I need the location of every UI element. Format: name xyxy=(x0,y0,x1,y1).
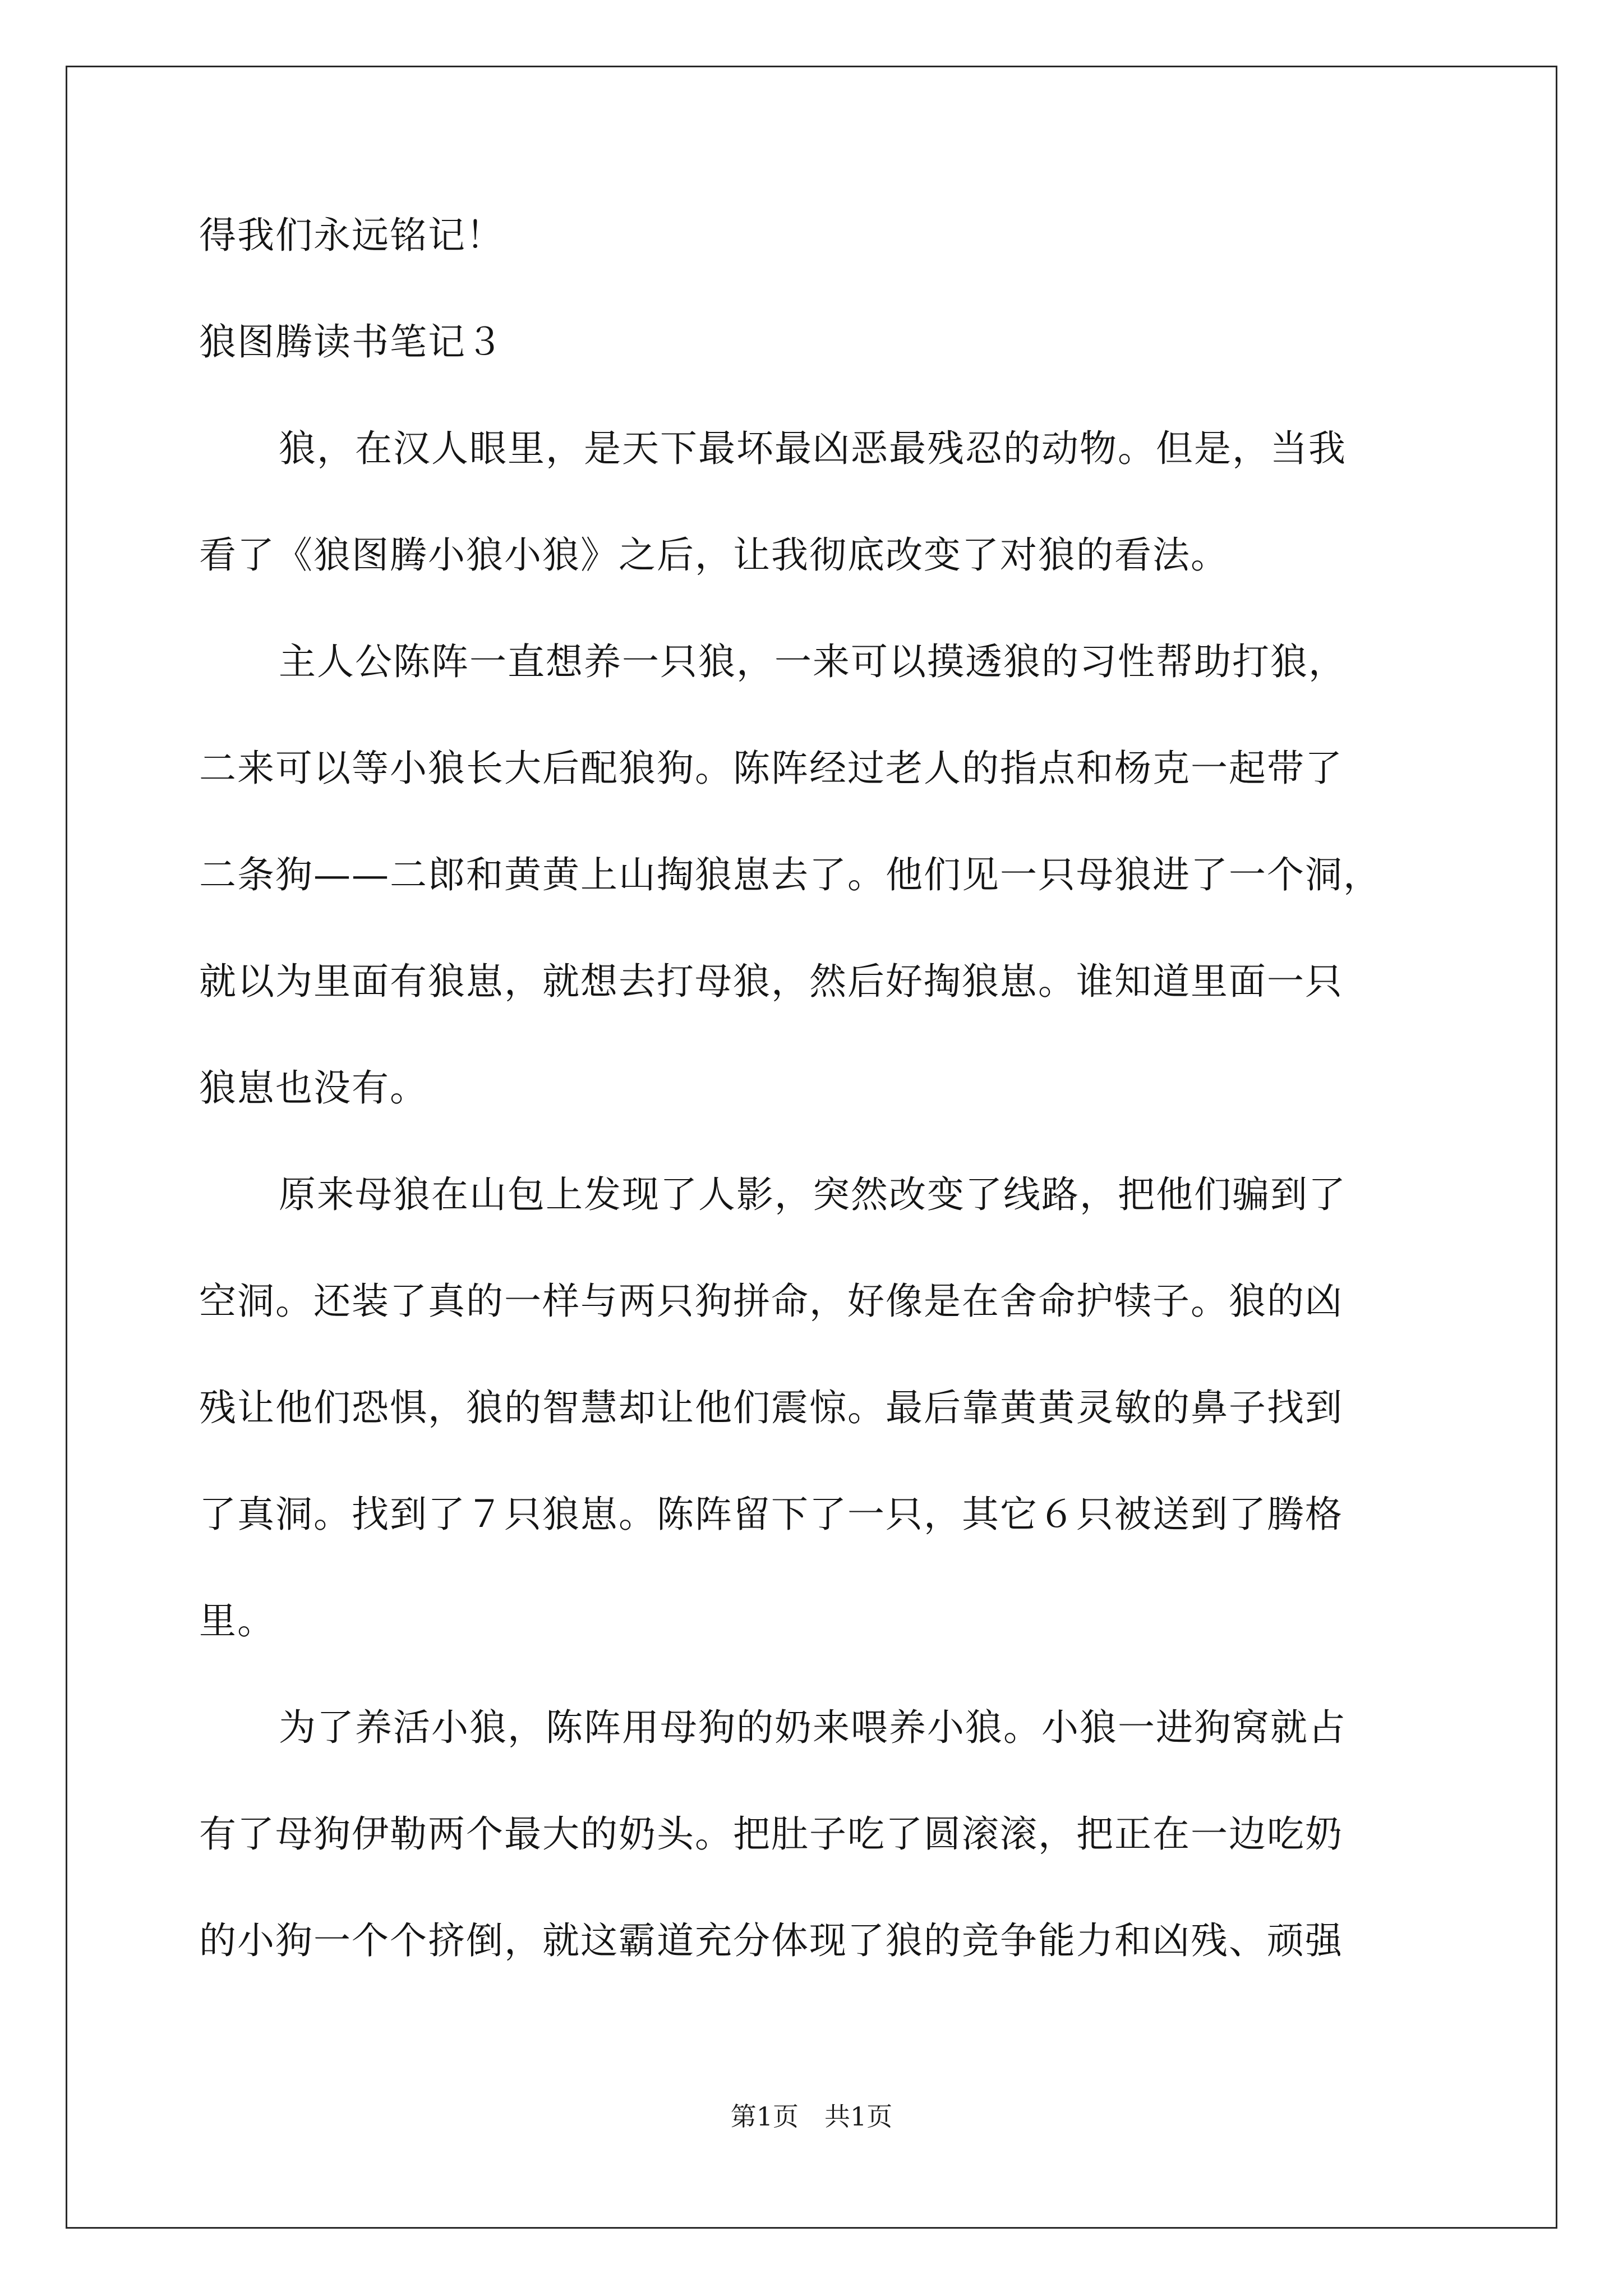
paragraph-4-line-1: 为了养活小狼，陈阵用母狗的奶来喂养小狼。小狼一进狗窝就占 xyxy=(279,1706,1347,1749)
text-line: 得我们永远铭记！ xyxy=(199,214,504,257)
paragraph-4-line-3: 的小狗一个个挤倒，就这霸道充分体现了狼的竞争能力和凶残、顽强 xyxy=(199,1919,1343,1962)
paragraph-2-line-1: 主人公陈阵一直想养一只狼，一来可以摸透狼的习性帮助打狼， xyxy=(279,640,1347,683)
page-number-footer: 第1页 共1页 xyxy=(730,2101,893,2132)
paragraph-2-line-5: 狼崽也没有。 xyxy=(199,1066,428,1110)
section-title: 狼图腾读书笔记３ xyxy=(199,320,504,364)
paragraph-2-line-2: 二来可以等小狼长大后配狼狗。陈阵经过老人的指点和杨克一起带了 xyxy=(199,747,1343,790)
page-border xyxy=(66,66,1557,2229)
paragraph-4-line-2: 有了母狗伊勒两个最大的奶头。把肚子吃了圆滚滚，把正在一边吃奶 xyxy=(199,1812,1343,1856)
paragraph-3-line-3: 残让他们恐惧，狼的智慧却让他们震惊。最后靠黄黄灵敏的鼻子找到 xyxy=(199,1386,1343,1429)
paragraph-1-line-2: 看了《狼图腾小狼小狼》之后，让我彻底改变了对狼的看法。 xyxy=(199,533,1229,577)
paragraph-2-line-4: 就以为里面有狼崽，就想去打母狼，然后好掏狼崽。谁知道里面一只 xyxy=(199,960,1343,1003)
paragraph-2-line-3: 二条狗——二郎和黄黄上山掏狼崽去了。他们见一只母狼进了一个洞， xyxy=(199,853,1381,896)
paragraph-1-line-1: 狼，在汉人眼里，是天下最坏最凶恶最残忍的动物。但是，当我 xyxy=(279,427,1347,470)
paragraph-3-line-1: 原来母狼在山包上发现了人影，突然改变了线路，把他们骗到了 xyxy=(279,1173,1347,1216)
paragraph-3-line-2: 空洞。还装了真的一样与两只狗拼命，好像是在舍命护犊子。狼的凶 xyxy=(199,1280,1343,1323)
paragraph-3-line-4: 了真洞。找到了７只狼崽。陈阵留下了一只，其它６只被送到了腾格 xyxy=(199,1493,1343,1536)
paragraph-3-line-5: 里。 xyxy=(199,1599,275,1642)
